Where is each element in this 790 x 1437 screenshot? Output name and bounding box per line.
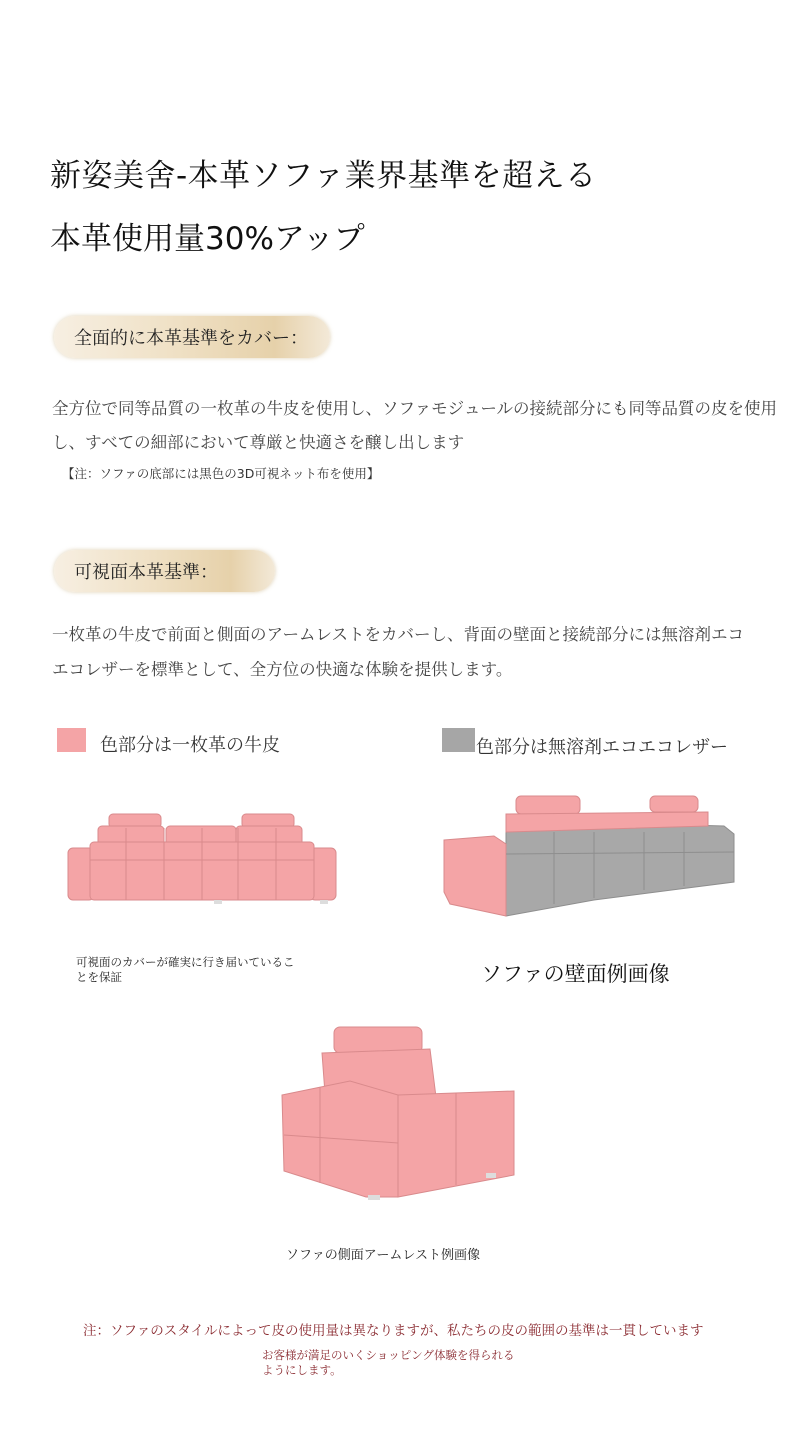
gray-color-swatch [442, 728, 475, 752]
legend-pink-label: 色部分は一枚革の牛皮 [100, 735, 280, 756]
sofa-armrest-view-image [280, 1025, 516, 1201]
section-pill-label: 可視面本革基準： [74, 562, 218, 583]
section-pill-label: 全面的に本革基準をカバー： [74, 328, 308, 349]
sofa-wall-view-image [444, 792, 738, 922]
caption-wall-view: ソファの壁面例画像 [481, 962, 670, 986]
section2-paragraph-line2: エコレザーを標準として、全方位の快適な体験を提供します。 [52, 660, 513, 679]
section-pill-visible-surface [54, 550, 275, 592]
section1-paragraph-line1: 全方位で同等品質の一枚革の牛皮を使用し、ソファモジュールの接続部分にも同等品質の皮を使用 [52, 399, 778, 418]
caption-front-view: 可視面のカバーが確実に行き届いていることを保証 [76, 955, 295, 984]
section-pill-full-coverage [54, 316, 330, 358]
caption-armrest-view: ソファの側面アームレスト例画像 [286, 1248, 480, 1263]
footer-sub-note: お客様が満足のいくショッピング体験を得られるようにします。 [262, 1348, 515, 1377]
pink-color-swatch [57, 728, 86, 752]
page-title: 新姿美舍-本革ソファ業界基準を超える [50, 158, 597, 194]
section2-paragraph-line1: 一枚革の牛皮で前面と側面のアームレストをカバーし、背面の壁面と接続部分には無溶剤エコ [52, 625, 745, 644]
sofa-front-view-image [64, 808, 340, 908]
section1-paragraph-line2: し、すべての細部において尊厳と快適さを醸し出します [52, 433, 465, 452]
footer-note: 注：ソファのスタイルによって皮の使用量は異なりますが、私たちの皮の範囲の基準は一貫しています [83, 1323, 704, 1339]
page-subtitle: 本革使用量30%アップ [50, 221, 365, 257]
legend-gray-label: 色部分は無溶剤エコエコレザー [476, 737, 728, 758]
section1-note: 【注：ソファの底部には黒色の3D可視ネット布を使用】 [62, 466, 380, 481]
